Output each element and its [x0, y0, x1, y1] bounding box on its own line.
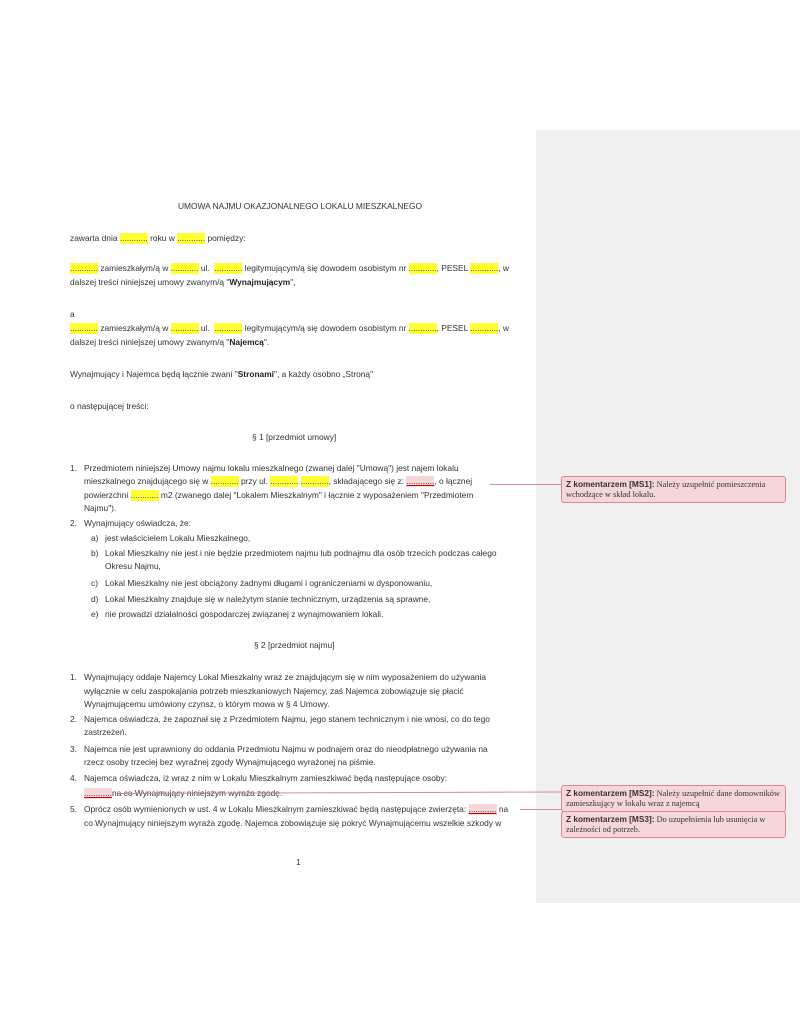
comment-ms2[interactable]: [561, 785, 786, 812]
s2-p1-line-3: Wynajmującemu umówiony czynsz, o którym mowa w § 4 Umowy.: [84, 699, 330, 709]
comment-text: Należy uzupełnić pomieszczenia wchodzące w skład lokalu.: [566, 480, 766, 499]
s2-p3-line-1: Najemca nie jest uprawniony do oddania Przedmiotu Najmu w podnajem oraz do nieodpłatnego używania na: [84, 744, 488, 754]
comment-connector: [490, 484, 561, 485]
s1-p2-text: Wynajmujący oświadcza, że:: [84, 518, 191, 528]
s1-item-text: Lokal Mieszkalny nie jest i nie będzie przedmiotem najmu lub podnajmu dla osób trzecich podczas całego: [105, 548, 497, 558]
s1-p2-number: 2.: [70, 518, 77, 528]
s2-p4-number: 4.: [70, 773, 77, 783]
comment-ms3[interactable]: [561, 811, 786, 838]
s1-item-mark: d): [91, 594, 99, 604]
s1-item-text: jest właścicielem Lokalu Mieszkalnego,: [105, 533, 251, 543]
s2-p5-line-2: co Wynajmujący niniejszym wyraża zgodę. Najemca zobowiązuje się pokryć Wynajmującemu wszelkie szkody w: [84, 818, 502, 828]
s2-p5-number: 5.: [70, 804, 77, 814]
comment-text: Do uzupełnienia lub usunięcia w zależności od potrzeb.: [566, 815, 766, 834]
tenant-line-2: dalszej treści niniejszej umowy zwanym/ą "Najemcą".: [70, 337, 270, 347]
property-city-field[interactable]: ............: [210, 476, 239, 486]
rooms-field[interactable]: ............: [406, 476, 435, 486]
landlord-id-field[interactable]: ............: [408, 263, 437, 273]
parties-definition: Wynajmujący i Najemca będą łącznie zwani "Stronami", a każdy osobno „Stroną": [70, 369, 374, 379]
s2-p4-line-1: Najemca oświadcza, iż wraz z nim w Lokalu Mieszkalnym zamieszkiwać będą następujące osoby:: [84, 773, 448, 783]
s2-p4-line-2: ............na co Wynajmujący niniejszym wyraża zgodę.: [84, 788, 283, 798]
s2-p2-line-1: Najemca oświadcza, że zapoznał się z Przedmiotem Najmu, jego stanem technicznym i nie wnosi, co do tego: [84, 714, 490, 724]
s1-item-text-cont: Okresu Najmu,: [105, 561, 161, 571]
comment-text: Należy uzupełnić dane domowników zamieszkujący w lokalu wraz z najemcą: [566, 789, 780, 808]
comment-label: Z komentarzem [MS3]:: [566, 814, 655, 824]
s2-p3-line-2: rzecz osoby trzeciej bez wyraźnej zgody Wynajmującego wyrażonej na piśmie.: [84, 757, 376, 767]
tenant-street-field[interactable]: ............: [214, 323, 243, 333]
landlord-city-field[interactable]: ............: [170, 263, 199, 273]
tenant-id-field[interactable]: ............: [408, 323, 437, 333]
contract-date-line: zawarta dnia ............ roku w ............ pomiędzy:: [70, 233, 246, 243]
s1-item-text: Lokal Mieszkalny znajduje się w należytym stanie technicznym, urządzenia są sprawne,: [105, 594, 431, 604]
s1-item-text: Lokal Mieszkalny nie jest obciążony żadnymi długami i ograniczeniami w dysponowaniu,: [105, 578, 433, 588]
property-street-field[interactable]: ............: [270, 476, 299, 486]
animals-field[interactable]: ............: [468, 804, 497, 814]
s1-p1-line-2: mieszkalnego znajdującego się w ............ przy ul. ............ ............, składającego się z: ............, o łącznej: [84, 476, 473, 486]
page-number: 1: [296, 857, 301, 867]
landlord-street-field[interactable]: ............: [214, 263, 243, 273]
section-1-heading: § 1 [przedmiot umowy]: [252, 432, 337, 442]
place-field[interactable]: ............: [177, 233, 206, 243]
landlord-line-1: ............ zamieszkałym/ą w ............ ul. ............ legitymującym/ą się dowodem osobistym nr ............, PESEL ............, w: [70, 263, 509, 273]
tenant-pesel-field[interactable]: ............: [470, 323, 499, 333]
s2-p2-number: 2.: [70, 714, 77, 724]
comment-label: Z komentarzem [MS1]:: [566, 479, 655, 489]
s1-item-mark: c): [91, 578, 98, 588]
s2-p3-number: 3.: [70, 744, 77, 754]
s2-p1-line-1: Wynajmujący oddaje Najemcy Lokal Mieszkalny wraz ze znajdującym się w nim wyposażeniem do używania: [84, 672, 487, 682]
tenant-city-field[interactable]: ............: [170, 323, 199, 333]
s2-p1-line-2: wyłącznie w celu zaspokajania potrzeb mieszkaniowych Najemcy, zaś Najemca zobowiązuje się płacić: [84, 686, 464, 696]
s2-p1-number: 1.: [70, 672, 77, 682]
comment-connector: [520, 809, 561, 810]
landlord-line-2: dalszej treści niniejszej umowy zwanym/ą "Wynajmującym",: [70, 277, 296, 287]
s2-p2-line-2: zastrzeżeń.: [84, 727, 127, 737]
s1-item-mark: e): [91, 609, 99, 619]
s1-p1-line-3: powierzchni ............ m2 (zwanego dalej "Lokalem Mieszkalnym" i łącznie z wyposażeniem "Przedmiotem: [84, 490, 474, 500]
landlord-pesel-field[interactable]: ............: [470, 263, 499, 273]
residents-field[interactable]: ............: [84, 788, 112, 798]
s1-p1-line-1: Przedmiotem niniejszej Umowy najmu lokalu mieszkalnego (zwanej dalej "Umową") jest najem lokalu: [84, 463, 459, 473]
intro-text: o następującej treści:: [70, 401, 149, 411]
tenant-name-field[interactable]: ............: [70, 323, 98, 333]
document-title: UMOWA NAJMU OKAZJONALNEGO LOKALU MIESZKALNEGO: [178, 201, 423, 211]
area-field[interactable]: ............: [130, 490, 159, 500]
property-number-field[interactable]: ............: [300, 476, 329, 486]
date-field[interactable]: ............: [119, 233, 148, 243]
landlord-name-field[interactable]: ............: [70, 263, 98, 273]
s1-p1-line-4: Najmu").: [84, 503, 117, 513]
s1-item-mark: a): [91, 533, 99, 543]
section-2-heading: § 2 [przedmiot najmu]: [254, 640, 335, 650]
comment-label: Z komentarzem [MS2]:: [566, 788, 655, 798]
s1-item-text: nie prowadzi działalności gospodarczej związanej z wynajmowaniem lokali.: [105, 609, 384, 619]
s2-p5-line-1: Oprócz osób wymienionych w ust. 4 w Lokalu Mieszkalnym zamieszkiwać będą następujące zwierzęta: ............ na: [84, 804, 509, 814]
comment-ms1[interactable]: [561, 476, 786, 503]
s1-item-mark: b): [91, 548, 99, 558]
party-separator: a: [70, 309, 75, 319]
s1-p1-number: 1.: [70, 463, 77, 473]
tenant-line-1: ............ zamieszkałym/ą w ............ ul. ............ legitymującym/ą się dowodem osobistym nr ............, PESEL ............, w: [70, 323, 509, 333]
